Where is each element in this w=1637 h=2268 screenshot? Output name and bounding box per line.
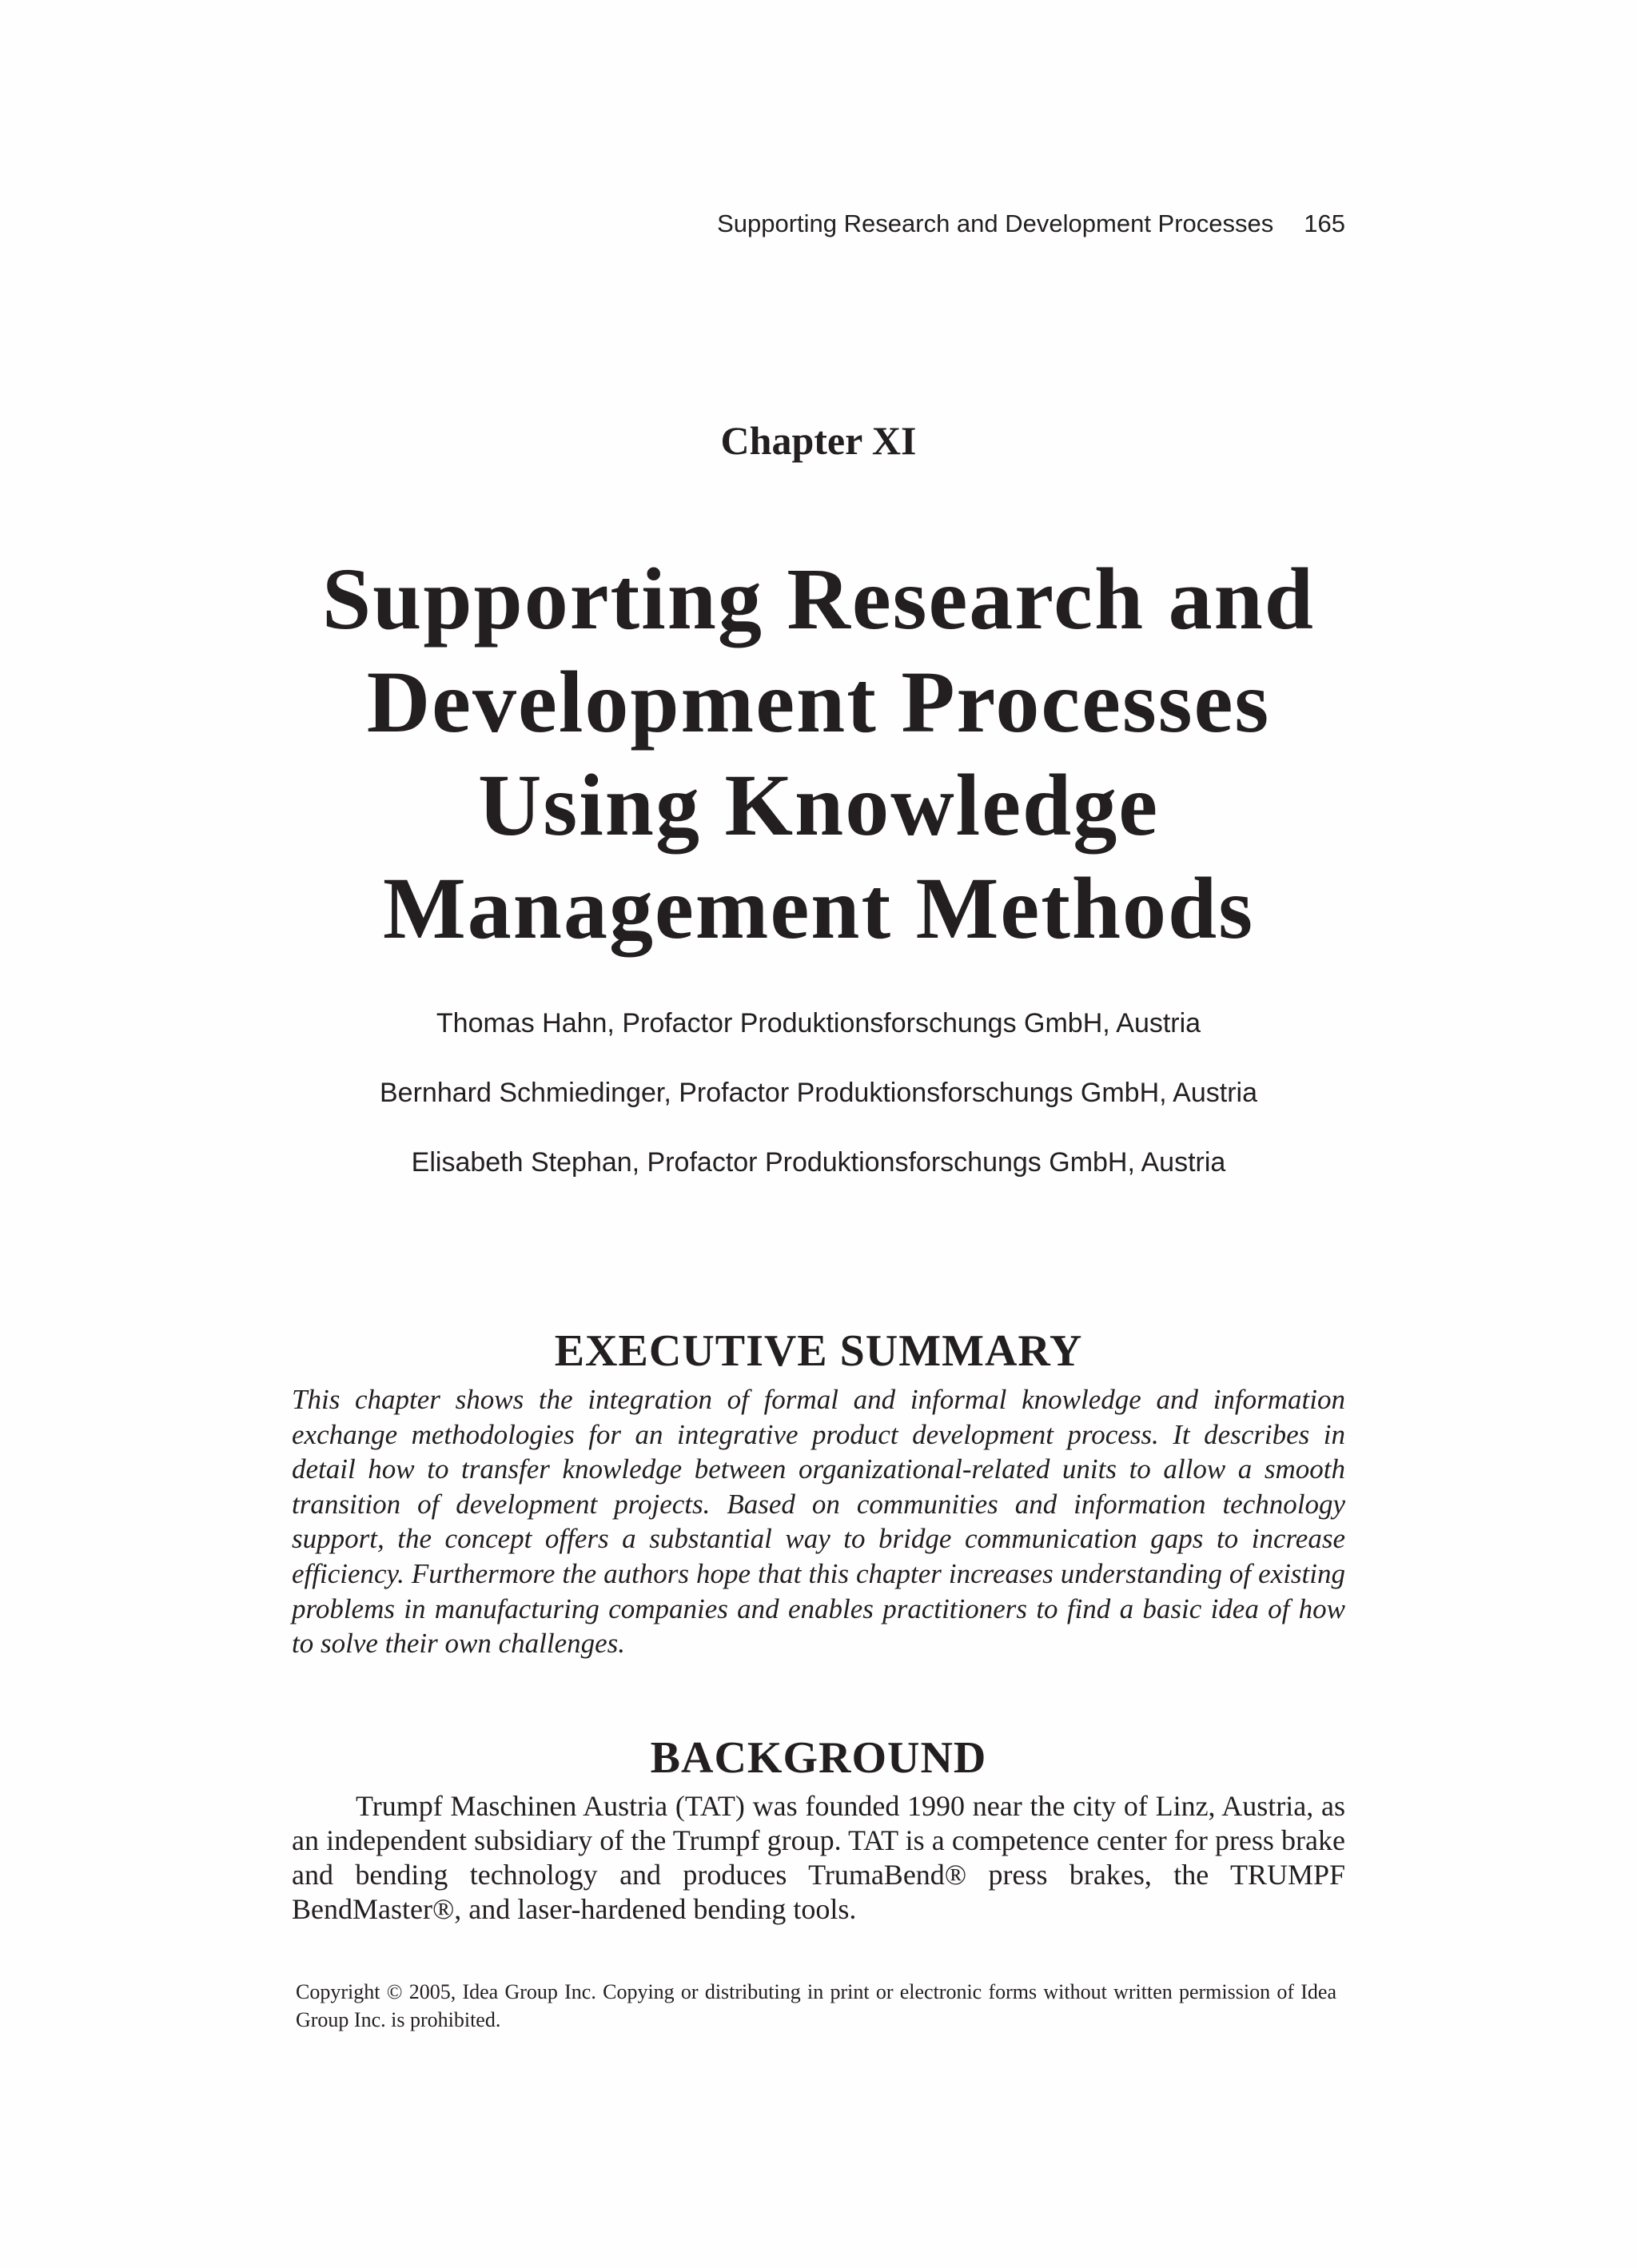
copyright-notice: Copyright © 2005, Idea Group Inc. Copying or distributing in print or electronic forms without written permission of Idea Group Inc. is prohibited. (296, 1980, 1336, 2031)
background-paragraph: Trumpf Maschinen Austria (TAT) was founded 1990 near the city of Linz, Austria, as an independent subsidiary of the Trumpf group. TAT is a competence center for press brake and bending technology and produces TrumaBend® press brakes, the TRUMPF BendMaster®, and laser-hardened bending tools. (292, 1790, 1345, 1925)
chapter-title-line: Using Knowledge (477, 756, 1160, 854)
executive-summary-heading: EXECUTIVE SUMMARY (554, 1326, 1083, 1376)
chapter-title-line: Development Processes (366, 653, 1271, 751)
background-heading: BACKGROUND (650, 1733, 987, 1783)
executive-summary-text: This chapter shows the integration of formal and informal knowledge and information exchange methodologies for an integrative product development process. It describes in detail how to transfer knowledge between organizational-related units to allow a smooth transition of development projects. Based on communities and information technology support, the concept offers a substantial way to bridge communication gaps to increase efficiency. Furthermore the authors hope that this chapter increases understanding of existing problems in manufacturing companies and enables practitioners to find a basic idea of how to solve their own challenges. (292, 1384, 1345, 1660)
author-affiliation: Bernhard Schmiedinger, Profactor Produktionsforschungs GmbH, Austria (380, 1078, 1257, 1108)
author-affiliation: Elisabeth Stephan, Profactor Produktionsforschungs GmbH, Austria (411, 1147, 1226, 1178)
chapter-title-line: Management Methods (382, 859, 1255, 957)
running-head (717, 209, 1345, 238)
chapter-title (0, 548, 1637, 960)
chapter-label: Chapter XI (720, 418, 917, 463)
chapter-title-line: Supporting Research and (322, 550, 1315, 648)
page-number: 165 (1304, 209, 1345, 237)
author-list (0, 1003, 1637, 1212)
running-head-title: Supporting Research and Development Processes (717, 209, 1274, 237)
author-affiliation: Thomas Hahn, Profactor Produktionsforschungs GmbH, Austria (436, 1008, 1201, 1038)
